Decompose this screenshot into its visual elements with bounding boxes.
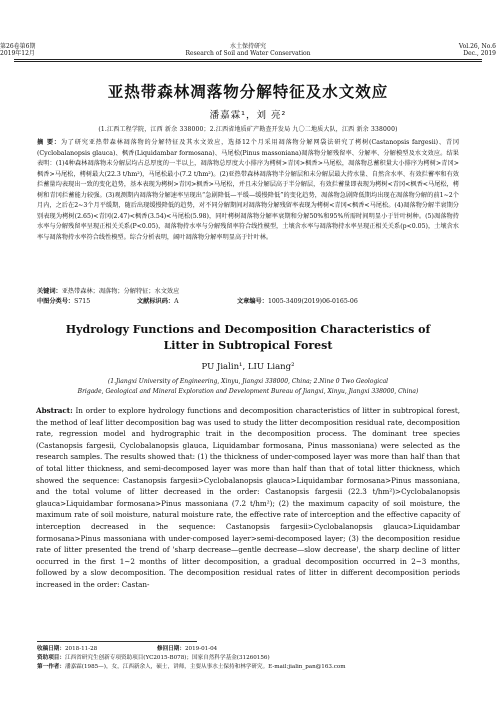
- footnote-dates: [37, 645, 459, 654]
- keywords-cn: [37, 287, 459, 297]
- footnotes: [37, 645, 459, 672]
- abstract-en: [36, 405, 460, 591]
- header-center: [0, 43, 496, 57]
- affiliation-cn: (1.江西工程学院，江西 新余 338000；2.江西省地质矿产勘查开发局 九〇二地质大队，江西 新余 338000): [98, 126, 398, 133]
- footnote-fund: [37, 654, 459, 663]
- revised-label: 修回日期：: [157, 646, 185, 652]
- volume-en: Vol.26, No.6: [458, 43, 496, 50]
- abstract-cn-label: 摘 要：: [37, 139, 61, 146]
- paper-title-cn: 亚热带森林凋落物分解特征及水文效应: [107, 83, 389, 101]
- abstract-en-text: In order to explore hydrology functions and decomposition characteristics of litter in subtropical forest, the method of leaf litter decomposition bag was used to study the litter decomposition residual rate, decomposition rate, regression model and hydrographic trait in the decomposition process. The dominant tree species (Castanopsis fargesii, Cyclobalanopsis glauca, Liquidambar formosana, Pinus massoniana) were selected as the research samples. The results showed that: (1) the thickness of under-composed layer was more than half than that of total litter thickness, and semi-decomposed layer was more than half than that of total litter thickness, which showed the sequence: Castanopsis fargesii>Cyclobalanopsis glauca>Liquidambar formosana>Pinus massoniana, and the total volume of litter decreased in the order: Castanopsis fargesii (22.3 t/hm²)>Cyclobalanopsis glauca>Liquidambar formosana>Pinus massoniana (7.2 t/hm²); (2) the maximum capacity of soil moisture, the maximum rate of soil moisture, natural moisture rate, the effective rate of interception and the effective capacity of interception decreased in the sequence: Castanopsis fargesii>Cyclobalanopsis glauca>Liquidambar formosana>Pinus massoniana with under-composed layer>semi-decomposed layer; (3) the decomposition residue rate of litter presented the trend of 'sharp decrease—gentle decrease—slow decrease', the sharp decline of litter occurred in the first 1~2 months of litter decomposition, a gradual decomposition occurred in 2~3 months, followed by a slow decomposition. The decomposition residual rates of litter in different decomposition periods increased in the order: Castan-: [36, 406, 460, 589]
- author-text: 潘嘉霖(1985—)，女，江西新余人，硕士，讲师，主要从事水土保持和林学研究。E-mail:jialin_pan@163.com: [64, 664, 346, 670]
- article-label: 文章编号：: [237, 298, 268, 305]
- affiliation-en-line-1: (1.Jiangxi University of Engineering, Xinyu, Jiangxi 338000, China; 2.Nine 0 Two Geological: [107, 378, 389, 385]
- authors-en: PU Jialin¹, LIU Liang²: [201, 362, 295, 372]
- header-right: [459, 43, 496, 57]
- title-en-line-1: Hydrology Functions and Decomposition Characteristics of: [65, 323, 431, 336]
- doc-value: A: [174, 298, 179, 305]
- revised-date: 2019-01-04: [184, 646, 218, 652]
- footnote-rule: [37, 641, 197, 642]
- abstract-en-label: Abstract:: [36, 406, 73, 415]
- date-en: Dec., 2019: [463, 50, 496, 57]
- abstract-cn-text: 为了研究亚热带森林凋落物的分解特征及其水文效应，选择12个月采用凋落物分解网袋法研究了栲树(Castanopsis fargesii)、青冈(Cyclobalanopsis glauca)、枫香(Liquidambar formosana)、马尾松(Pinus massoniana)凋落物分解残留率、分解率、分解模型及水文效应。结果表明：(1)4种森林凋落物未分解层均占总厚度的一半以上，凋落物总厚度大小排序为栲树>青冈>枫香>马尾松，凋落物总蓄积量大小排序为栲树>青冈>枫香>马尾松，栲树最大(22.3 t/hm²)，马尾松最小(7.2 t/hm²)。(2)亚热带森林凋落物半分解层和未分解层最大持水量、自然含水率、有效拦蓄率和有效拦蓄量均表现出一致的变化趋势，基本表现为栲树>青冈>枫香>马尾松，并且未分解层高于半分解层，有效拦蓄量即表现为栲树<青冈<枫香<马尾松，栲树和青冈拦蓄能力较强。(3)观测期内凋落物分解速率呈现出“急剧降低—平缓—缓慢降低”的变化趋势，凋落物急剧降低期均出现在凋落物分解的前1~2个月内，之后在2~3个月平缓期，随后出现缓慢降低的趋势，对不同分解期间对凋落物分解残留率表现为栲树<青冈<枫香<马尾松。(4)凋落物分解半衰期分别表现为栲树(2.65)<青冈(2.47)<枫香(3.54)<马尾松(5.98)，同叶栲树凋落物分解率衰期和分解50%和95%所需时间明显小于针叶树种。(5)凋落物持水率与分解残留率呈现正相关关系(P<0.05)，凋落物持水率与分解残留率符合线性模型，土壤含水率与凋落物持水率呈现正相关关系(p<0.05)，土壤含水率与凋落物持水率符合线性模型。综合分析表明，阔叶凋落物分解率明显高于针叶林。: [37, 139, 460, 241]
- footnote-author: [37, 663, 459, 672]
- header-rule-thin: [14, 61, 482, 62]
- received-date: 2018-11-28: [64, 646, 98, 652]
- article-value: 1005-3409(2019)06-0165-06: [267, 298, 358, 305]
- document-code: [137, 297, 179, 307]
- date-cn: 2019年12月: [0, 50, 35, 57]
- affiliation-en: [0, 377, 496, 397]
- fund-label: 资助项目：: [37, 655, 65, 661]
- fund-text: 江西省研究生创新专项资助项目(YC2015-B078)；国家自然科学基金(31260156): [64, 655, 270, 661]
- paper-title-en: [0, 322, 496, 354]
- affiliation-en-line-2: Brigade, Geological and Mineral Exploration and Development Bureau of Jiangxi, Xinyu, Jiangxi 338000, China): [77, 388, 419, 395]
- clc-value: S715: [74, 298, 91, 305]
- title-en-line-2: Litter in Subtropical Forest: [163, 339, 333, 352]
- authors-cn: 潘嘉霖¹，刘 亮²: [209, 110, 287, 121]
- received-label: 收稿日期：: [37, 646, 65, 652]
- abstract-cn: [37, 138, 459, 243]
- volume-cn: 第26卷第6期: [0, 43, 36, 50]
- keywords-cn-label: 关键词：: [37, 288, 62, 295]
- clc-number: [37, 297, 90, 307]
- doc-label: 文献标识码：: [137, 298, 175, 305]
- clc-label: 中图分类号：: [37, 298, 75, 305]
- journal-cn: 水土保持研究: [229, 43, 266, 50]
- keywords-cn-text: 亚热带森林；凋落物；分解特征；水文效应: [61, 288, 180, 295]
- author-label: 第一作者：: [37, 664, 65, 670]
- header-rule: [14, 59, 482, 60]
- journal-en: Research of Soil and Water Conservation: [185, 50, 311, 57]
- article-number: [237, 297, 358, 307]
